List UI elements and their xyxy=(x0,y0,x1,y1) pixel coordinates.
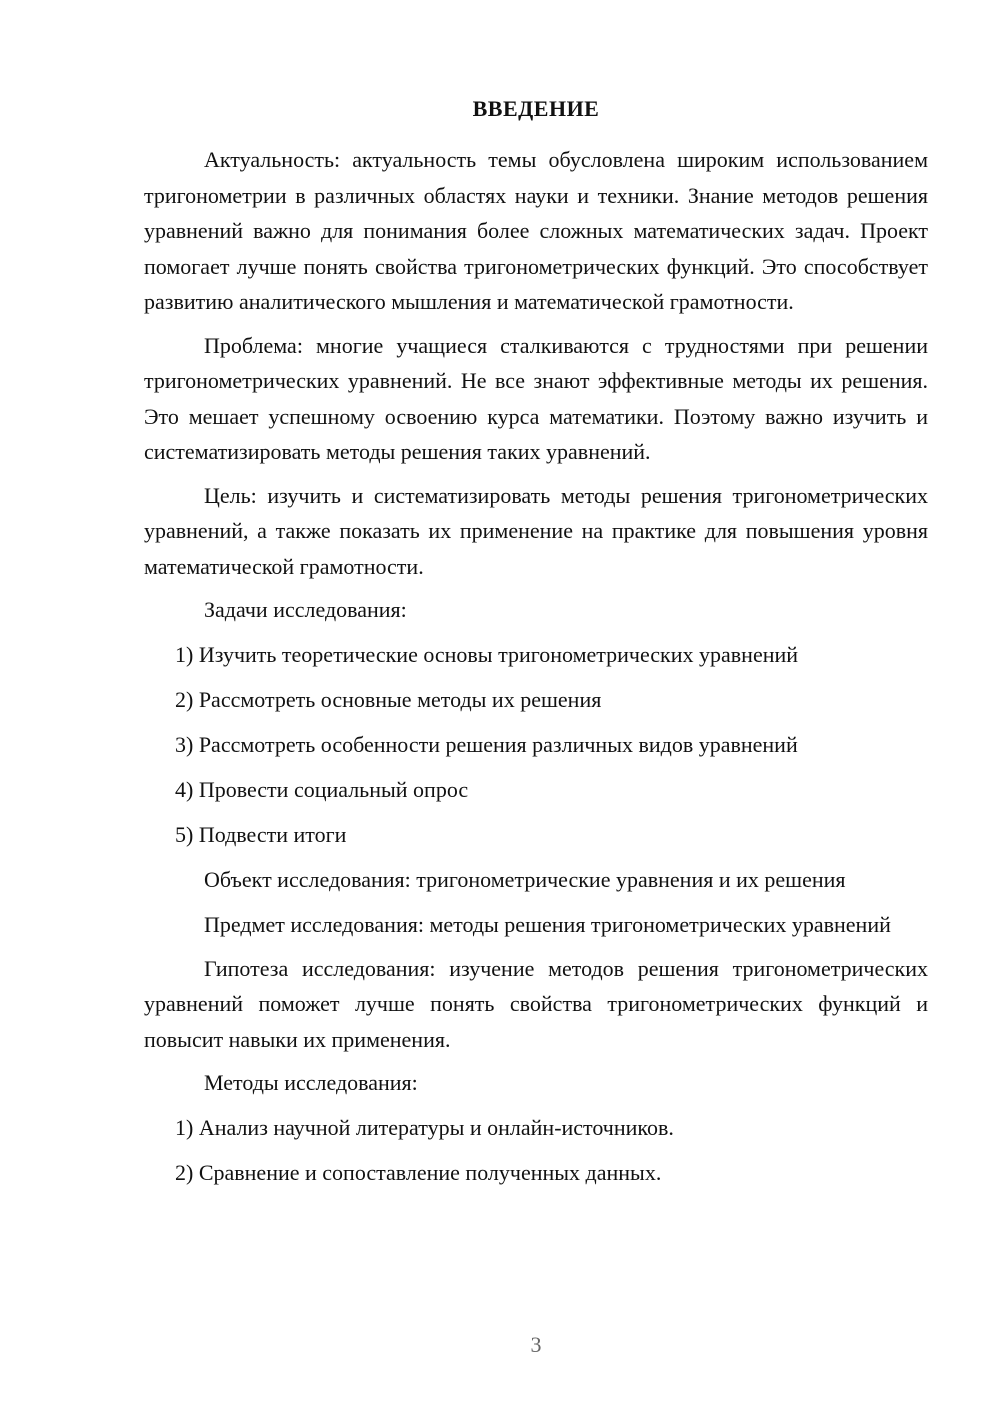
task-item-5: 5) Подвести итоги xyxy=(175,822,347,847)
section-heading: ВВЕДЕНИЕ xyxy=(472,96,600,121)
research-object: Объект исследования: тригонометрические уравнения и их решения xyxy=(204,867,846,892)
task-item-3: 3) Рассмотреть особенности решения различных видов уравнений xyxy=(175,732,798,757)
methods-label: Методы исследования: xyxy=(204,1070,418,1095)
page-content xyxy=(144,142,928,1200)
task-item-1: 1) Изучить теоретические основы тригонометрических уравнений xyxy=(175,642,799,667)
research-subject: Предмет исследования: методы решения тригонометрических уравнений xyxy=(204,912,891,937)
problem-paragraph: Проблема: многие учащиеся сталкиваются с трудностями при решении тригонометрических уравнений. Не все знают эффективные методы их решения. Это мешает успешному освоению курса математики. Поэтому важно изучить и систематизировать методы решения таких уравнений. xyxy=(144,332,928,464)
research-hypothesis: Гипотеза исследования: изучение методов решения тригонометрических уравнений поможет лучше понять свойства тригонометрических функций и повысит навыки их применения. xyxy=(144,955,928,1052)
relevance-paragraph: Актуальность: актуальность темы обусловлена широким использованием тригонометрии в различных областях науки и техники. Знание методов решения уравнений важно для понимания более сложных математических задач. Проект помогает лучше понять свойства тригонометрических функций. Это способствует развитию аналитического мышления и математической грамотности. xyxy=(144,147,928,314)
task-item-2: 2) Рассмотреть основные методы их решения xyxy=(175,687,602,712)
method-item-2: 2) Сравнение и сопоставление полученных данных. xyxy=(175,1160,662,1185)
tasks-label: Задачи исследования: xyxy=(204,597,407,622)
page-number: 3 xyxy=(530,1332,542,1357)
task-item-4: 4) Провести социальный опрос xyxy=(175,777,469,802)
method-item-1: 1) Анализ научной литературы и онлайн-источников. xyxy=(175,1115,674,1140)
goal-paragraph: Цель: изучить и систематизировать методы решения тригонометрических уравнений, а также показать их применение на практике для повышения уровня математической грамотности. xyxy=(144,482,928,579)
